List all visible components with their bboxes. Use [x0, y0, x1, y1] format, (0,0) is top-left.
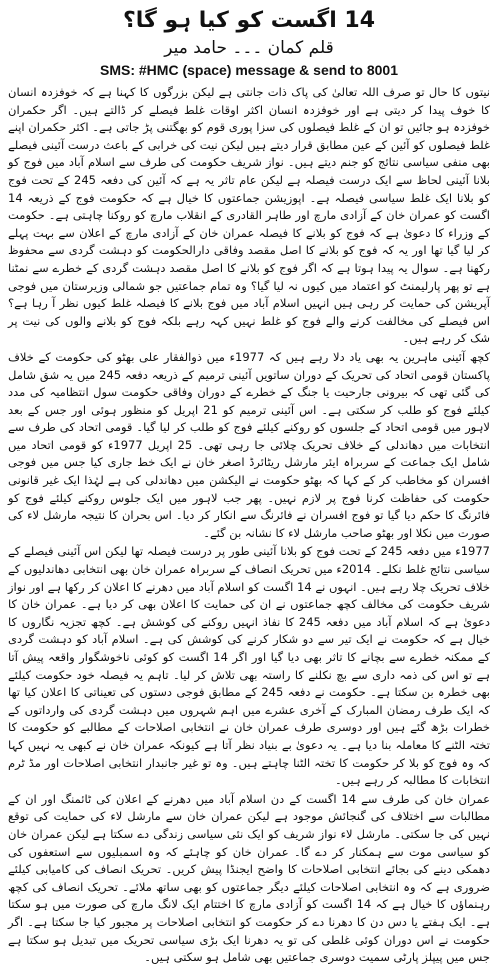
article-paragraph: عمران خان کی طرف سے 14 اگست کے دن اسلام آباد میں دھرنے کے اعلان کی ٹائمنگ اور ان کے مطالبات سے اختلاف کی گنجائش موجود ہے لیکن عمران خان سے مارشل لاء کی حمایت کی توقع نہیں کی جا سکتی۔ مارشل لاء نواز شریف کو ایک نئی سیاسی زندگی دے سکتا ہے لیکن عمران خان کو سیاسی موت سے ہمکنار کر دے گا۔ عمران خان کو چاہئے کہ وہ اسمبلیوں سے استعفوں کی دھمکی دینے کی بجائے انتخابی اصلاحات کا واضح ایجنڈا پیش کریں۔ تحریک انصاف کی کامیابی کیلئے ضروری ہے کہ وہ انتخابی اصلاحات کیلئے دیگر جماعتوں کو بھی ساتھ ملائے۔ تحریک انصاف کی کچھ رہنماؤں کا خیال ہے کہ 14 اگست کو آزادی مارچ کا اختتام ایک لانگ مارچ کی صورت میں ہو سکتا ہے۔ ایک ہفتے یا دس دن کا دھرنا دے کر حکومت کو انتخابی اصلاحات پر مجبور کیا جا سکتا ہے۔ اگر حکومت نے اس دوران کوئی غلطی کی تو یہ دھرنا ایک بڑی سیاسی تحریک میں تبدیل ہو سکتا ہے جس میں پیپلز پارٹی سمیت دوسری جماعتیں بھی شامل ہو سکتی ہیں۔ — [8, 791, 490, 965]
article-body — [8, 84, 490, 967]
article-paragraph: کچھ آئینی ماہرین یہ بھی یاد دلا رہے ہیں کہ 1977ء میں ذوالفقار علی بھٹو کی حکومت کے خلاف پاکستان قومی اتحاد کی تحریک کے دوران ساتویں آئینی ترمیم کے ذریعہ دفعہ 245 میں یہ شق شامل کی گئی تھی کہ بیرونی جارحیت یا جنگ کے خطرے کے دوران وفاقی حکومت سول انتظامیہ کی مدد کیلئے فوج کو طلب کر سکتی ہے۔ اس آئینی ترمیم کو 21 اپریل کو منظور ہوئی اور جس کے بعد لاہور میں قومی اتحاد کے جلسوں کو روکنے کیلئے فوج کو طلب کر لیا گیا۔ قومی اتحاد کی طرف سے انتخابات میں دھاندلی کے خلاف تحریک چلائی جا رہی تھی۔ 25 اپریل 1977ء کو قومی اتحاد میں شامل ایک جماعت کے سربراہ ایئر مارشل ریٹائرڈ اصغر خان نے ایک خط جاری کیا جس میں فوجی افسران کو مخاطب کر کے کہا کہ بھٹو حکومت نے الیکشن میں دھاندلی کی ہے لہٰذا ایک غیر قانونی حکومت کی حفاظت کرنا فوج پر لازم نہیں۔ پھر جب لاہور میں ایک جلوس روکنے کیلئے فوج کو فائرنگ کا حکم دیا گیا تو فوج افسران نے فائرنگ سے انکار کر دیا۔ اس بحران کا نتیجہ مارشل لاء کی صورت میں نکلا اور بھٹو صاحب مارشل لاء کا نشانہ بن گئے۔ — [8, 349, 491, 540]
article-paragraph: نیتوں کا حال تو صرف اللہ تعالیٰ کی پاک ذات جانتی ہے لیکن بزرگوں کا کہنا ہے کہ خوفزدہ انسان کا خوف پیدا کر دیتی ہے اور خوفزدہ انسان اکثر اوقات غلط فیصلے کر ڈالتے ہیں۔ اگر حکمران خوفزدہ ہو جائیں تو ان کے غلط فیصلوں کی سزا پوری قوم کو بھگتنی پڑ جاتی ہے۔ اکثر حکمران اپنے غلط فیصلوں کو آئین کے عین مطابق قرار دیتے ہیں لیکن نیت کی خرابی کے باعث درست آئینی فیصلے بھی منفی سیاسی نتائج کو جنم دیتے ہیں۔ نواز شریف حکومت کی طرف سے اسلام آباد میں فوج کو بلانا آئینی لحاظ سے ایک درست فیصلہ ہے لیکن عام تاثر یہ ہے کہ آئین کی دفعہ 245 کے تحت فوج کو بلانا ایک غلط سیاسی فیصلہ ہے۔ اپوزیشن جماعتوں کا خیال ہے کہ حکومت فوج کے ذریعہ 14 اگست کو عمران خان کے آزادی مارچ اور طاہر القادری کے انقلاب مارچ کو روکنا چاہتی ہے۔ حکومت کے وزراء کا دعویٰ ہے کہ فوج کو بلانے کا فیصلہ عمران خان کے آزادی مارچ کے اعلان سے بہت پہلے کر لیا گیا تھا اور یہ کہ فوج کو بلانے کا اصل مقصد وفاقی دارالحکومت کو دہشت گردی سے محفوظ رکھنا ہے۔ سوال یہ پیدا ہوتا ہے کہ اگر فوج کو بلانے کا اصل مقصد دہشت گردی کے خطرے سے نمٹنا ہے تو پھر پارلیمنٹ کو اعتماد میں کیوں نہ لیا گیا؟ وہ تمام جماعتیں جو شمالی وزیرستان میں فوجی آپریشن کی حمایت کر رہی ہیں انہیں اسلام آباد میں فوج بلانے کا فیصلہ غلط کیوں نظر آ رہا ہے؟ اس فیصلے کی مخالفت کرنے والے فوج کو غلط نہیں کہہ رہے بلکہ فوج کو بلانے والوں کی نیت پر شک کر رہے ہیں۔ — [8, 85, 490, 346]
article-byline: قلم کمان ۔۔۔ حامد میر — [164, 38, 334, 58]
article-paragraph: 1977ء میں دفعہ 245 کے تحت فوج کو بلانا آئینی طور پر درست فیصلہ تھا لیکن اس آئینی فیصلے کے سیاسی نتائج غلط نکلے۔ 2014ء میں تحریک انصاف کے سربراہ عمران خان بھی انتخابی دھاندلیوں کے خلاف تحریک چلا رہے ہیں۔ انہوں نے 14 اگست کو اسلام آباد میں دھرنے کا اعلان کر رکھا ہے اور نواز شریف حکومت کی مخالف کچھ جماعتوں نے ان کی حمایت کا اعلان بھی کر دیا ہے۔ عمران خان کا دعویٰ ہے کہ اسلام آباد میں دفعہ 245 کا نفاذ انہیں روکنے کی کوشش ہے۔ کچھ تجزیہ نگاروں کا خیال ہے کہ حکومت نے ایک تیر سے دو شکار کرنے کی کوشش کی ہے۔ اسلام آباد کو دہشت گردی کے ممکنہ خطرے سے بچانے کا تاثر بھی دیا گیا اور اگر 14 اگست کو کوئی ناخوشگوار واقعہ پیش آتا ہے تو اس کی ذمہ داری سے بچ نکلنے کا راستہ بھی تلاش کر لیا۔ تاہم یہ فیصلہ خود حکومت کیلئے بھی خطرہ بن سکتا ہے۔ حکومت نے دفعہ 245 کے مطابق فوجی دستوں کی تعیناتی کا اعلان کیا تھا کہ ایک طرف رمضان المبارک کے آخری عشرے میں اہم شہروں میں دہشت گردی کی وارداتوں کے خطرات بڑھ گئے ہیں اور دوسری طرف عمران خان نے انتخابی اصلاحات کے مطالبے کو حکومت کا تختہ الٹنے کا معاملہ بنا دیا ہے۔ یہ دعویٰ بے بنیاد نظر آتا ہے کیونکہ عمران خان نے کبھی یہ نہیں کہا کہ وہ فوج کو بلا کر حکومت کا تختہ الٹنا چاہتے ہیں۔ وہ تو غیر جانبدار انتخابی اصلاحات اور مڈ ٹرم انتخابات کا مطالبہ کر رہے ہیں۔ — [8, 544, 491, 788]
sms-instruction: SMS: #HMC (space) message & send to 8001 — [100, 62, 398, 78]
article-title: 14 اگست کو کیا ہو گا؟ — [122, 8, 376, 33]
